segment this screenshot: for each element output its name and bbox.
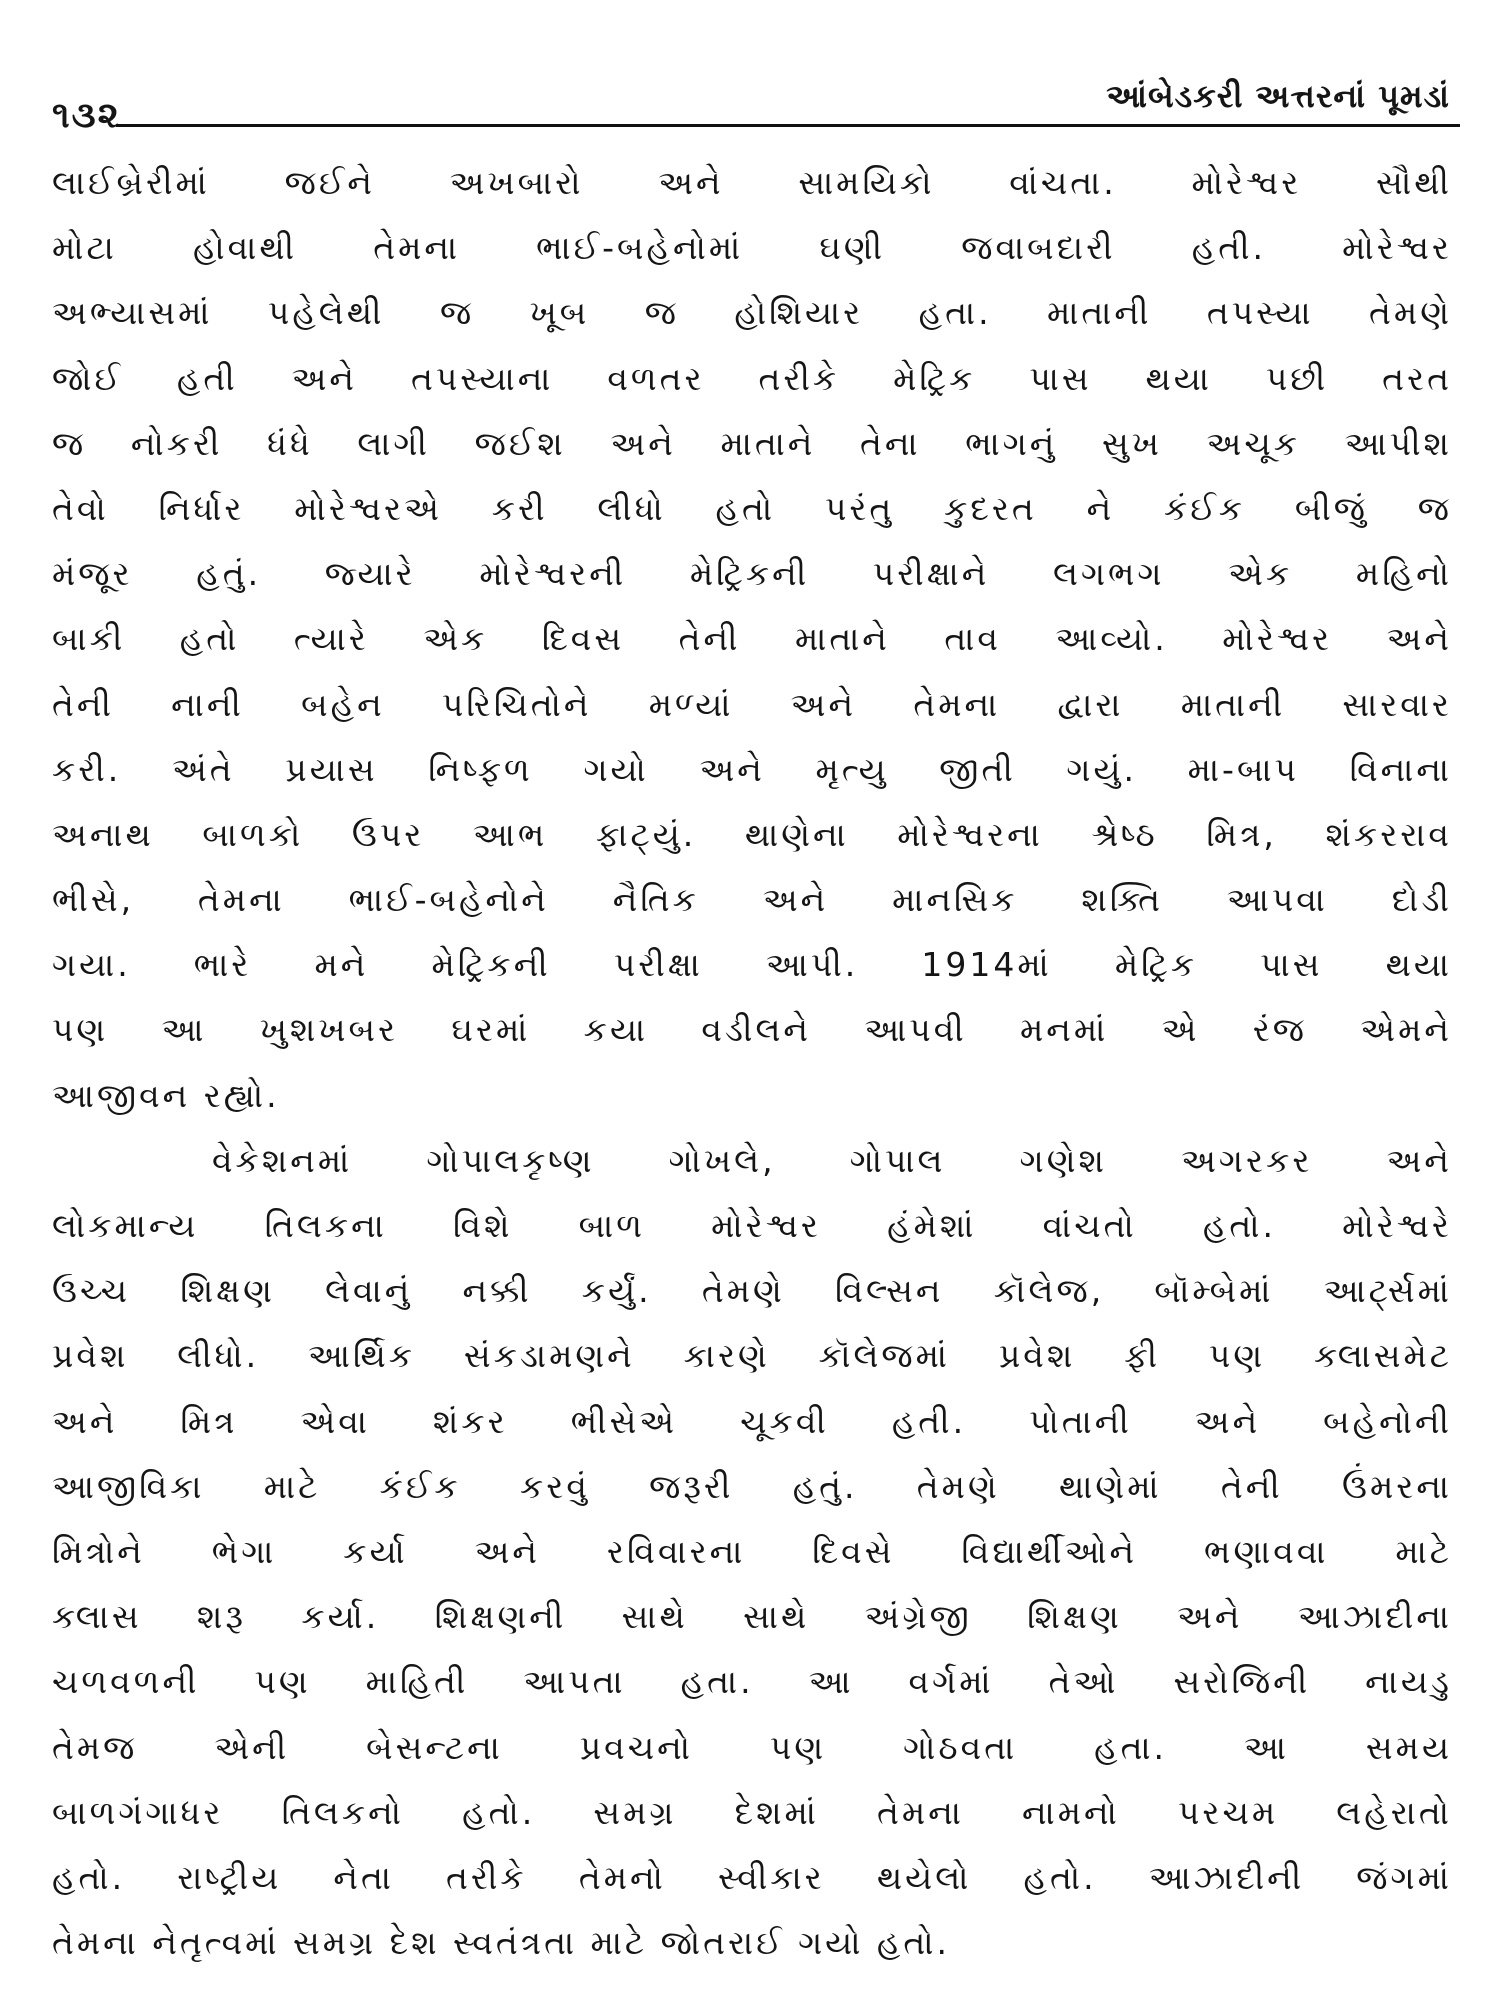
text-line: અભ્યાસમાં પહેલેથી જ ખૂબ જ હોશિયાર હતા. માતાની તપસ્યા તેમણે: [52, 293, 1452, 333]
text-line: તેવો નિર્ધાર મોરેશ્વરએ કરી લીધો હતો પરંતુ કુદરત ને કંઈક બીજું જ: [52, 488, 1452, 528]
text-line: હતો. રાષ્ટ્રીય નેતા તરીકે તેમનો સ્વીકાર થયેલો હતો. આઝાદીની જંગમાં: [52, 1857, 1452, 1897]
text-line: ગયા. ભારે મને મેટ્રિકની પરીક્ષા આપી. 1914માં મેટ્રિક પાસ થયા: [52, 945, 1452, 985]
text-line: ક્લાસ શરૂ કર્યા. શિક્ષણની સાથે સાથે અંગ્રેજી શિક્ષણ અને આઝાદીના: [52, 1597, 1452, 1637]
text-line: કરી. અંતે પ્રયાસ નિષ્ફળ ગયો અને મૃત્યુ જીતી ગયું. મા-બાપ વિનાના: [52, 749, 1452, 789]
text-line: તેમજ એની બેસન્ટના પ્રવચનો પણ ગોઠવતા હતા. આ સમય: [52, 1727, 1452, 1767]
text-line: અને મિત્ર એવા શંકર ભીસેએ ચૂકવી હતી. પોતાની અને બહેનોની: [52, 1401, 1452, 1441]
text-line: ચળવળની પણ માહિતી આપતા હતા. આ વર્ગમાં તેઓ સરોજિની નાયડુ: [52, 1662, 1452, 1702]
text-line: અનાથ બાળકો ઉપર આભ ફાટ્યું. થાણેના મોરેશ્વરના શ્રેષ્ઠ મિત્ર, શંકરરાવ: [52, 814, 1452, 854]
text-line: મંજૂર હતું. જ્યારે મોરેશ્વરની મેટ્રિકની પરીક્ષાને લગભગ એક મહિનો: [52, 554, 1452, 594]
text-line: લાઈબ્રેરીમાં જઈને અખબારો અને સામયિકો વાંચતા. મોરેશ્વર સૌથી: [52, 163, 1452, 202]
text-line: તેની નાની બહેન પરિચિતોને મળ્યાં અને તેમના દ્વારા માતાની સારવાર: [52, 684, 1452, 724]
body-text: [52, 150, 1452, 1975]
header-rule: [116, 124, 1460, 127]
text-line: બાકી હતો ત્યારે એક દિવસ તેની માતાને તાવ આવ્યો. મોરેશ્વર અને: [52, 619, 1452, 659]
text-line: ઉચ્ચ શિક્ષણ લેવાનું નક્કી કર્યું. તેમણે વિલ્સન કૉલેજ, બૉમ્બેમાં આર્ટ્સમાં: [52, 1271, 1452, 1311]
page-number: ૧૩૨: [52, 95, 121, 136]
text-line: લોકમાન્ય તિલકના વિશે બાળ મોરેશ્વર હંમેશાં વાંચતો હતો. મોરેશ્વરે: [52, 1206, 1452, 1245]
text-line: જોઈ હતી અને તપસ્યાના વળતર તરીકે મેટ્રિક પાસ થયા પછી તરત: [52, 358, 1452, 398]
paragraph-start-line: વેકેશનમાં ગોપાલકૃષ્ણ ગોખલે, ગોપાલ ગણેશ અગરકર અને: [212, 1140, 1452, 1180]
text-line: જ નોકરી ધંધે લાગી જઈશ અને માતાને તેના ભાગનું સુખ અચૂક આપીશ: [52, 423, 1452, 463]
page-header: [52, 58, 1460, 136]
text-line: પ્રવેશ લીધો. આર્થિક સંકડામણને કારણે કૉલેજમાં પ્રવેશ ફી પણ ક્લાસમેટ: [52, 1336, 1452, 1376]
running-title: આંબેડકરી અત્તરનાં પૂમડાં: [1106, 77, 1450, 115]
text-line: મિત્રોને ભેગા કર્યા અને રવિવારના દિવસે વિદ્યાર્થીઓને ભણાવવા માટે: [52, 1531, 1452, 1571]
text-line: ભીસે, તેમના ભાઈ-બહેનોને નૈતિક અને માનસિક શક્તિ આપવા દોડી: [52, 880, 1452, 920]
paragraph-end-line: આજીવન રહ્યો.: [52, 1075, 280, 1115]
text-line: પણ આ ખુશખબર ઘરમાં કયા વડીલને આપવી મનમાં એ રંજ એમને: [52, 1010, 1452, 1050]
text-line: આજીવિકા માટે કંઈક કરવું જરૂરી હતું. તેમણે થાણેમાં તેની ઉંમરના: [52, 1466, 1452, 1506]
paragraph-end-line: તેમના નેતૃત્વમાં સમગ્ર દેશ સ્વતંત્રતા માટે જોતરાઈ ગયો હતો.: [52, 1923, 951, 1963]
text-line: બાળગંગાધર તિલકનો હતો. સમગ્ર દેશમાં તેમના નામનો પરચમ લહેરાતો: [52, 1792, 1452, 1832]
text-line: મોટા હોવાથી તેમના ભાઈ-બહેનોમાં ઘણી જવાબદારી હતી. મોરેશ્વર: [52, 228, 1452, 268]
